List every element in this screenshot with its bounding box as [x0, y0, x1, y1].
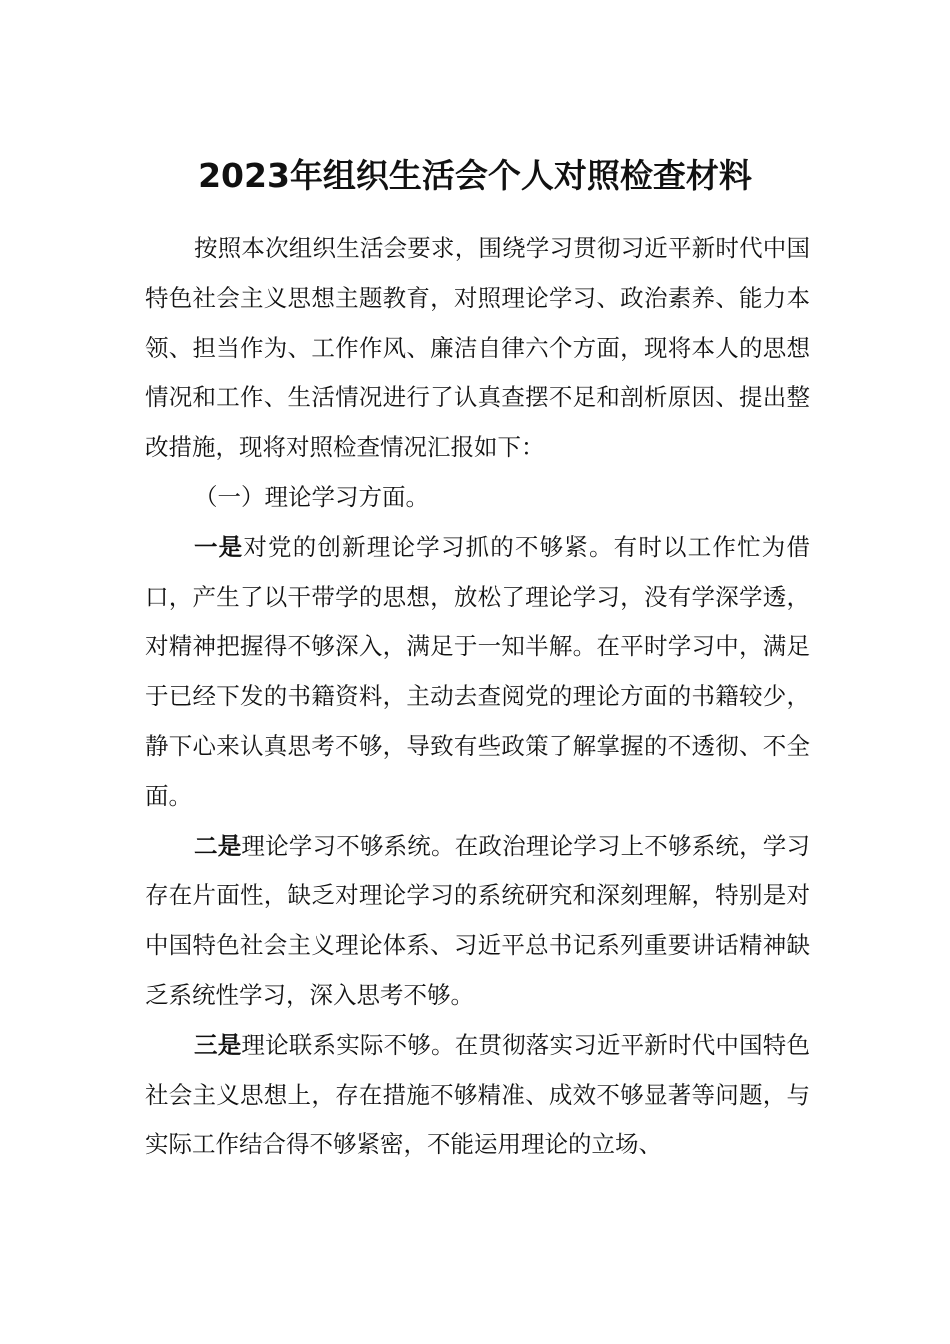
item-lead-1: 一是 — [194, 532, 244, 561]
item-paragraph-3 — [145, 1021, 810, 1170]
item-text-1: 对党的创新理论学习抓的不够紧。有时以工作忙为借口，产生了以干带学的思想，放松了理论学习，没有学深学透，对精神把握得不够深入，满足于一知半解。在平时学习中，满足于已经下发的书籍资料，主动去查阅党的理论方面的书籍较少，静下心来认真思考不够，导致有些政策了解掌握的不透彻、不全面。 — [145, 532, 810, 810]
section-heading-theory-study: （一）理论学习方面。 — [194, 482, 429, 511]
item-paragraph-2 — [145, 822, 810, 1021]
item-lead-3: 三是 — [194, 1030, 242, 1059]
item-paragraph-1 — [145, 523, 810, 822]
document-title: 2023年组织生活会个人对照检查材料 — [198, 156, 752, 195]
document-body — [145, 224, 810, 1170]
item-text-3: 理论联系实际不够。在贯彻落实习近平新时代中国特色社会主义思想上，存在措施不够精准、成效不够显著等问题，与实际工作结合得不够紧密，不能运用理论的立场、 — [145, 1030, 811, 1159]
item-lead-2: 二是 — [194, 831, 242, 860]
item-text-2: 理论学习不够系统。在政治理论学习上不够系统，学习存在片面性，缺乏对理论学习的系统研究和深刻理解，特别是对中国特色社会主义理论体系、习近平总书记系列重要讲话精神缺乏系统性学习，深入思考不够。 — [145, 831, 811, 1009]
intro-paragraph: 按照本次组织生活会要求，围绕学习贯彻习近平新时代中国特色社会主义思想主题教育，对照理论学习、政治素养、能力本领、担当作为、工作作风、廉洁自律六个方面，现将本人的思想情况和工作、生活情况进行了认真查摆不足和剖析原因、提出整改措施，现将对照检查情况汇报如下： — [145, 234, 810, 462]
